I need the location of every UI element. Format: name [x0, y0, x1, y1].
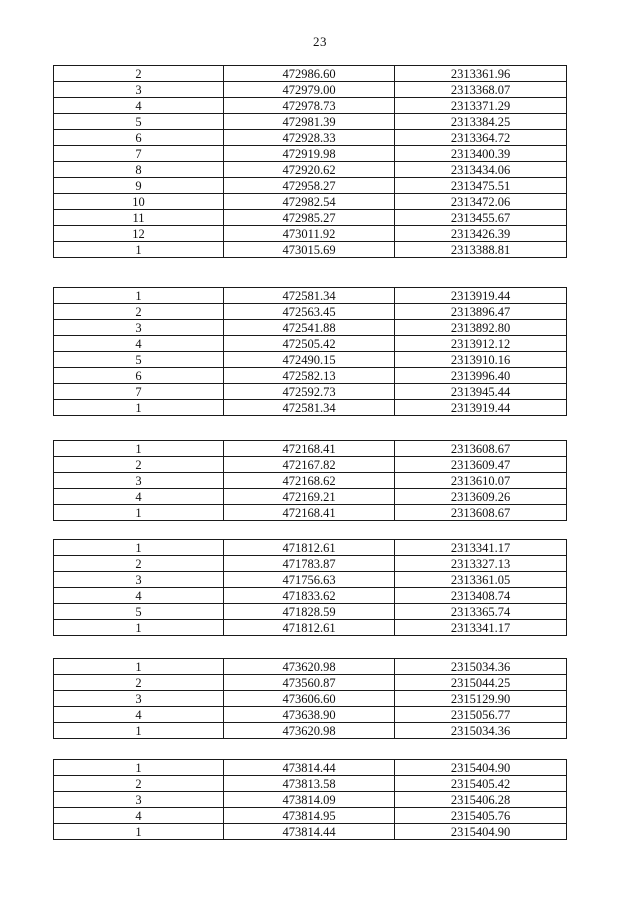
point-number-cell: 1	[54, 400, 224, 416]
table-row	[54, 178, 567, 194]
table-row	[54, 226, 567, 242]
point-number-cell: 1	[54, 242, 224, 258]
point-number-cell: 4	[54, 336, 224, 352]
x-coordinate-cell: 472958.27	[224, 178, 395, 194]
point-number-cell: 2	[54, 776, 224, 792]
x-coordinate-cell: 473560.87	[224, 675, 395, 691]
table-row	[54, 489, 567, 505]
x-coordinate-cell: 473814.44	[224, 824, 395, 840]
point-number-cell: 2	[54, 304, 224, 320]
coordinate-table	[53, 539, 567, 636]
table-row	[54, 572, 567, 588]
y-coordinate-cell: 2315056.77	[395, 707, 567, 723]
table-row	[54, 320, 567, 336]
y-coordinate-cell: 2315044.25	[395, 675, 567, 691]
table-row	[54, 400, 567, 416]
x-coordinate-cell: 471812.61	[224, 540, 395, 556]
y-coordinate-cell: 2313384.25	[395, 114, 567, 130]
point-number-cell: 3	[54, 320, 224, 336]
x-coordinate-cell: 472490.15	[224, 352, 395, 368]
point-number-cell: 8	[54, 162, 224, 178]
point-number-cell: 4	[54, 808, 224, 824]
x-coordinate-cell: 472505.42	[224, 336, 395, 352]
x-coordinate-cell: 473813.58	[224, 776, 395, 792]
y-coordinate-cell: 2313475.51	[395, 178, 567, 194]
point-number-cell: 6	[54, 130, 224, 146]
table-row	[54, 130, 567, 146]
y-coordinate-cell: 2313455.67	[395, 210, 567, 226]
coordinate-table	[53, 65, 567, 258]
point-number-cell: 10	[54, 194, 224, 210]
y-coordinate-cell: 2313364.72	[395, 130, 567, 146]
point-number-cell: 9	[54, 178, 224, 194]
y-coordinate-cell: 2313365.74	[395, 604, 567, 620]
x-coordinate-cell: 472168.62	[224, 473, 395, 489]
point-number-cell: 12	[54, 226, 224, 242]
table-row	[54, 368, 567, 384]
table-row	[54, 776, 567, 792]
y-coordinate-cell: 2313361.05	[395, 572, 567, 588]
x-coordinate-cell: 473814.44	[224, 760, 395, 776]
table-row	[54, 114, 567, 130]
point-number-cell: 1	[54, 288, 224, 304]
x-coordinate-cell: 473620.98	[224, 659, 395, 675]
table-row	[54, 473, 567, 489]
table-row	[54, 691, 567, 707]
x-coordinate-cell: 473620.98	[224, 723, 395, 739]
x-coordinate-cell: 472581.34	[224, 400, 395, 416]
table-row	[54, 82, 567, 98]
point-number-cell: 7	[54, 146, 224, 162]
y-coordinate-cell: 2313910.16	[395, 352, 567, 368]
table-row	[54, 588, 567, 604]
table-row	[54, 210, 567, 226]
y-coordinate-cell: 2313610.07	[395, 473, 567, 489]
point-number-cell: 1	[54, 505, 224, 521]
table-row	[54, 505, 567, 521]
table-row	[54, 675, 567, 691]
x-coordinate-cell: 472168.41	[224, 441, 395, 457]
x-coordinate-cell: 472982.54	[224, 194, 395, 210]
y-coordinate-cell: 2315129.90	[395, 691, 567, 707]
table-row	[54, 659, 567, 675]
y-coordinate-cell: 2315406.28	[395, 792, 567, 808]
y-coordinate-cell: 2313996.40	[395, 368, 567, 384]
x-coordinate-cell: 472592.73	[224, 384, 395, 400]
table-row	[54, 760, 567, 776]
point-number-cell: 2	[54, 66, 224, 82]
point-number-cell: 11	[54, 210, 224, 226]
point-number-cell: 4	[54, 707, 224, 723]
table-row	[54, 384, 567, 400]
y-coordinate-cell: 2315404.90	[395, 824, 567, 840]
point-number-cell: 3	[54, 792, 224, 808]
x-coordinate-cell: 472582.13	[224, 368, 395, 384]
y-coordinate-cell: 2315405.76	[395, 808, 567, 824]
table-row	[54, 620, 567, 636]
table-row	[54, 723, 567, 739]
x-coordinate-cell: 472581.34	[224, 288, 395, 304]
point-number-cell: 1	[54, 760, 224, 776]
table-row	[54, 146, 567, 162]
point-number-cell: 2	[54, 457, 224, 473]
table-row	[54, 808, 567, 824]
point-number-cell: 3	[54, 572, 224, 588]
coordinate-table	[53, 759, 567, 840]
y-coordinate-cell: 2313327.13	[395, 556, 567, 572]
y-coordinate-cell: 2313892.80	[395, 320, 567, 336]
table-row	[54, 824, 567, 840]
x-coordinate-cell: 472168.41	[224, 505, 395, 521]
x-coordinate-cell: 472541.88	[224, 320, 395, 336]
y-coordinate-cell: 2313919.44	[395, 400, 567, 416]
x-coordinate-cell: 472978.73	[224, 98, 395, 114]
y-coordinate-cell: 2315404.90	[395, 760, 567, 776]
x-coordinate-cell: 473638.90	[224, 707, 395, 723]
point-number-cell: 1	[54, 659, 224, 675]
point-number-cell: 3	[54, 691, 224, 707]
point-number-cell: 1	[54, 540, 224, 556]
x-coordinate-cell: 472928.33	[224, 130, 395, 146]
table-row	[54, 242, 567, 258]
x-coordinate-cell: 472986.60	[224, 66, 395, 82]
table-row	[54, 288, 567, 304]
x-coordinate-cell: 473015.69	[224, 242, 395, 258]
y-coordinate-cell: 2313426.39	[395, 226, 567, 242]
y-coordinate-cell: 2313608.67	[395, 505, 567, 521]
x-coordinate-cell: 473814.09	[224, 792, 395, 808]
coordinate-table	[53, 658, 567, 739]
coordinate-table	[53, 287, 567, 416]
x-coordinate-cell: 472169.21	[224, 489, 395, 505]
point-number-cell: 1	[54, 723, 224, 739]
x-coordinate-cell: 473011.92	[224, 226, 395, 242]
point-number-cell: 5	[54, 604, 224, 620]
y-coordinate-cell: 2313388.81	[395, 242, 567, 258]
x-coordinate-cell: 472979.00	[224, 82, 395, 98]
point-number-cell: 3	[54, 473, 224, 489]
y-coordinate-cell: 2313341.17	[395, 620, 567, 636]
table-row	[54, 304, 567, 320]
y-coordinate-cell: 2313361.96	[395, 66, 567, 82]
y-coordinate-cell: 2313608.67	[395, 441, 567, 457]
coordinate-table	[53, 440, 567, 521]
y-coordinate-cell: 2313919.44	[395, 288, 567, 304]
point-number-cell: 2	[54, 556, 224, 572]
point-number-cell: 1	[54, 620, 224, 636]
y-coordinate-cell: 2313368.07	[395, 82, 567, 98]
y-coordinate-cell: 2313371.29	[395, 98, 567, 114]
y-coordinate-cell: 2313945.44	[395, 384, 567, 400]
y-coordinate-cell: 2315034.36	[395, 723, 567, 739]
y-coordinate-cell: 2313609.47	[395, 457, 567, 473]
x-coordinate-cell: 472167.82	[224, 457, 395, 473]
y-coordinate-cell: 2313434.06	[395, 162, 567, 178]
table-row	[54, 792, 567, 808]
x-coordinate-cell: 471812.61	[224, 620, 395, 636]
table-row	[54, 457, 567, 473]
table-row	[54, 540, 567, 556]
y-coordinate-cell: 2313400.39	[395, 146, 567, 162]
point-number-cell: 7	[54, 384, 224, 400]
y-coordinate-cell: 2315405.42	[395, 776, 567, 792]
y-coordinate-cell: 2313341.17	[395, 540, 567, 556]
table-row	[54, 98, 567, 114]
table-row	[54, 336, 567, 352]
y-coordinate-cell: 2313912.12	[395, 336, 567, 352]
table-row	[54, 194, 567, 210]
point-number-cell: 4	[54, 588, 224, 604]
point-number-cell: 5	[54, 114, 224, 130]
table-row	[54, 162, 567, 178]
x-coordinate-cell: 472919.98	[224, 146, 395, 162]
x-coordinate-cell: 471828.59	[224, 604, 395, 620]
point-number-cell: 3	[54, 82, 224, 98]
x-coordinate-cell: 472985.27	[224, 210, 395, 226]
x-coordinate-cell: 473814.95	[224, 808, 395, 824]
point-number-cell: 5	[54, 352, 224, 368]
point-number-cell: 4	[54, 489, 224, 505]
x-coordinate-cell: 472981.39	[224, 114, 395, 130]
x-coordinate-cell: 473606.60	[224, 691, 395, 707]
point-number-cell: 4	[54, 98, 224, 114]
y-coordinate-cell: 2315034.36	[395, 659, 567, 675]
point-number-cell: 6	[54, 368, 224, 384]
table-row	[54, 66, 567, 82]
x-coordinate-cell: 471783.87	[224, 556, 395, 572]
y-coordinate-cell: 2313609.26	[395, 489, 567, 505]
y-coordinate-cell: 2313472.06	[395, 194, 567, 210]
table-row	[54, 707, 567, 723]
x-coordinate-cell: 471756.63	[224, 572, 395, 588]
x-coordinate-cell: 472920.62	[224, 162, 395, 178]
table-row	[54, 352, 567, 368]
page-number: 23	[313, 34, 327, 49]
point-number-cell: 1	[54, 441, 224, 457]
table-row	[54, 556, 567, 572]
x-coordinate-cell: 471833.62	[224, 588, 395, 604]
point-number-cell: 1	[54, 824, 224, 840]
table-row	[54, 604, 567, 620]
table-row	[54, 441, 567, 457]
x-coordinate-cell: 472563.45	[224, 304, 395, 320]
y-coordinate-cell: 2313896.47	[395, 304, 567, 320]
point-number-cell: 2	[54, 675, 224, 691]
y-coordinate-cell: 2313408.74	[395, 588, 567, 604]
